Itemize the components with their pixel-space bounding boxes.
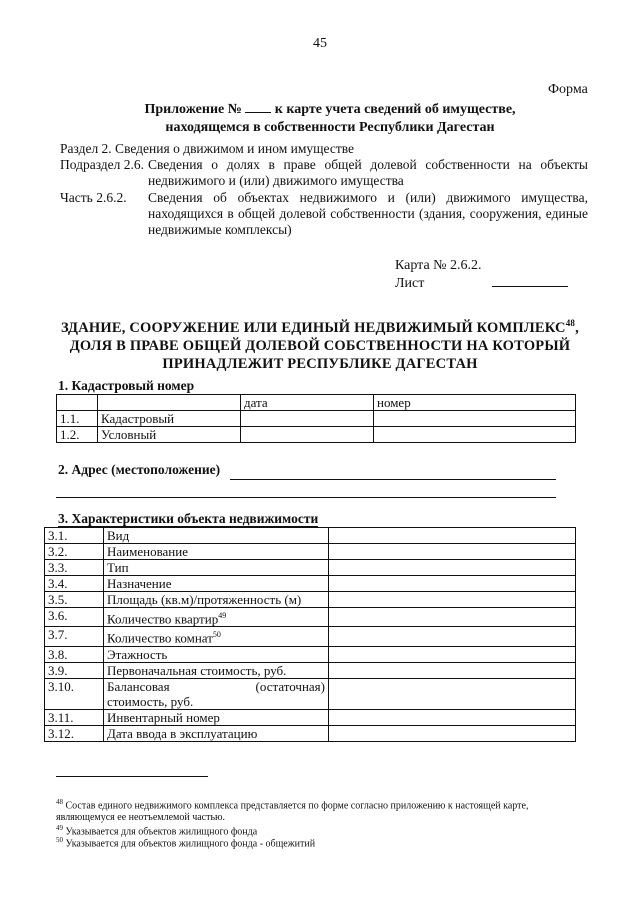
subsection-label: Подраздел 2.6.	[60, 157, 145, 172]
row-number: 3.11.	[45, 709, 104, 725]
table-row	[45, 544, 576, 560]
card-info	[395, 257, 568, 293]
table-cell: 1.1.	[57, 411, 98, 427]
table-row	[45, 725, 576, 741]
row-label: Вид	[104, 528, 329, 544]
main-heading-line1-end: ,	[575, 319, 579, 336]
footnote-ref-48: 48	[565, 318, 576, 328]
row-value	[329, 725, 576, 741]
row-number: 3.3.	[45, 560, 104, 576]
row-number: 3.5.	[45, 592, 104, 608]
footnote-50	[56, 834, 586, 850]
cadastral-table	[56, 394, 576, 443]
row-number: 3.7.	[45, 627, 104, 646]
row-value	[329, 709, 576, 725]
row-label: Количество квартир	[107, 611, 219, 627]
table-cell	[98, 395, 241, 411]
footnote-ref-49: 49	[218, 611, 227, 620]
row-value	[329, 662, 576, 678]
characteristics-heading	[58, 511, 318, 527]
row-label: Балансовая (остаточная)	[107, 678, 325, 694]
part-text: Сведения об объектах недвижимого и (или) движимого имущества, находящихся в общей долевой собственности (здания, сооружения, единые недвижимые комплексы)	[148, 190, 588, 237]
sheet-blank	[492, 285, 568, 287]
characteristics-heading-text: 3. Характеристики объекта недвижимости	[58, 511, 319, 526]
row-label: Количество комнат	[107, 630, 213, 646]
footnote-ref-50: 50	[212, 630, 221, 640]
row-value	[329, 608, 576, 627]
row-label: Назначение	[104, 576, 329, 592]
address-heading: 2. Адрес (местоположение)	[58, 462, 221, 477]
row-number: 3.6.	[45, 608, 104, 627]
table-row	[45, 576, 576, 592]
table-cell	[374, 427, 576, 443]
row-label-continuation: стоимость, руб.	[107, 693, 194, 709]
row-number: 3.4.	[45, 576, 104, 592]
row-value	[329, 528, 576, 544]
appendix-title-suffix: к карте учета сведений об имуществе,	[274, 102, 516, 117]
table-row	[45, 662, 576, 678]
row-number: 3.1.	[45, 528, 104, 544]
row-number: 3.2.	[45, 544, 104, 560]
row-value	[329, 646, 576, 662]
row-number: 3.12.	[45, 725, 104, 741]
footnote-number: 48	[56, 798, 63, 806]
row-label: Первоначальная стоимость, руб.	[104, 662, 329, 678]
table-cell: Кадастровый	[98, 411, 241, 427]
footnote-48	[56, 796, 586, 824]
row-label-cell	[104, 627, 329, 646]
footnote-text: Указывается для объектов жилищного фонда - общежитий	[65, 838, 316, 850]
row-value	[329, 576, 576, 592]
table-row	[45, 646, 576, 662]
address-line-1	[230, 479, 556, 480]
table-cell: 1.2.	[57, 427, 98, 443]
table-row	[45, 678, 576, 709]
table-row	[45, 528, 576, 544]
card-number: Карта № 2.6.2.	[395, 258, 482, 273]
part-line	[60, 190, 590, 238]
footnote-text: Указывается для объектов жилищного фонда	[65, 826, 258, 838]
table-cell	[57, 395, 98, 411]
cadastral-heading: 1. Кадастровый номер	[58, 378, 195, 393]
main-heading-line2: ДОЛЯ В ПРАВЕ ОБЩЕЙ ДОЛЕВОЙ СОБСТВЕННОСТИ НА КОТОРЫЙ	[69, 337, 571, 354]
address-line-2	[56, 497, 556, 498]
part-label: Часть 2.6.2.	[60, 190, 127, 205]
table-cell	[374, 411, 576, 427]
subsection-line	[60, 157, 590, 189]
row-label: Инвентарный номер	[104, 709, 329, 725]
page-number: 45	[313, 36, 327, 51]
row-value	[329, 544, 576, 560]
footnote-number: 49	[56, 824, 63, 832]
footnote-separator	[56, 776, 208, 777]
table-row	[45, 608, 576, 627]
table-row	[57, 395, 576, 411]
row-label: Дата ввода в эксплуатацию	[104, 725, 329, 741]
row-value	[329, 560, 576, 576]
row-label: Наименование	[104, 544, 329, 560]
subsection-text: Сведения о долях в праве общей долевой собственности на объекты недвижимого и (или) движимого имущества	[148, 157, 588, 188]
table-cell	[241, 411, 374, 427]
table-cell: дата	[241, 395, 374, 411]
appendix-title	[60, 100, 600, 137]
table-row	[57, 411, 576, 427]
row-label: Этажность	[104, 646, 329, 662]
table-row	[45, 560, 576, 576]
table-row	[45, 709, 576, 725]
footnote-number: 50	[56, 836, 63, 844]
row-label-cell	[104, 678, 329, 709]
row-number: 3.9.	[45, 662, 104, 678]
row-value	[329, 678, 576, 709]
table-cell: номер	[374, 395, 576, 411]
table-row	[57, 427, 576, 443]
main-heading	[40, 314, 600, 373]
appendix-number-blank	[245, 100, 271, 113]
row-label: Площадь (кв.м)/протяженность (м)	[104, 592, 329, 608]
row-label: Тип	[104, 560, 329, 576]
section-line: Раздел 2. Сведения о движимом и ином имуществе	[60, 141, 355, 156]
footnote-text: Состав единого недвижимого комплекса представляется по форме согласно приложению к настоящей карте, являющемуся ее неотъемлемой частью.	[56, 800, 529, 824]
form-label: Форма	[548, 82, 588, 97]
main-heading-line3: ПРИНАДЛЕЖИТ РЕСПУБЛИКЕ ДАГЕСТАН	[162, 355, 478, 372]
table-row	[45, 627, 576, 646]
characteristics-table	[44, 527, 576, 742]
appendix-title-prefix: Приложение №	[144, 102, 242, 117]
row-value	[329, 627, 576, 646]
table-cell: Условный	[98, 427, 241, 443]
card-sheet-label: Лист	[395, 276, 425, 291]
main-heading-line1: ЗДАНИЕ, СООРУЖЕНИЕ ИЛИ ЕДИНЫЙ НЕДВИЖИМЫЙ КОМПЛЕКС	[61, 319, 566, 336]
table-cell	[241, 427, 374, 443]
row-number: 3.8.	[45, 646, 104, 662]
row-value	[329, 592, 576, 608]
table-row	[45, 592, 576, 608]
row-label-cell	[104, 608, 329, 627]
appendix-title-line2: находящемся в собственности Республики Дагестан	[165, 120, 495, 135]
row-number: 3.10.	[45, 678, 104, 709]
